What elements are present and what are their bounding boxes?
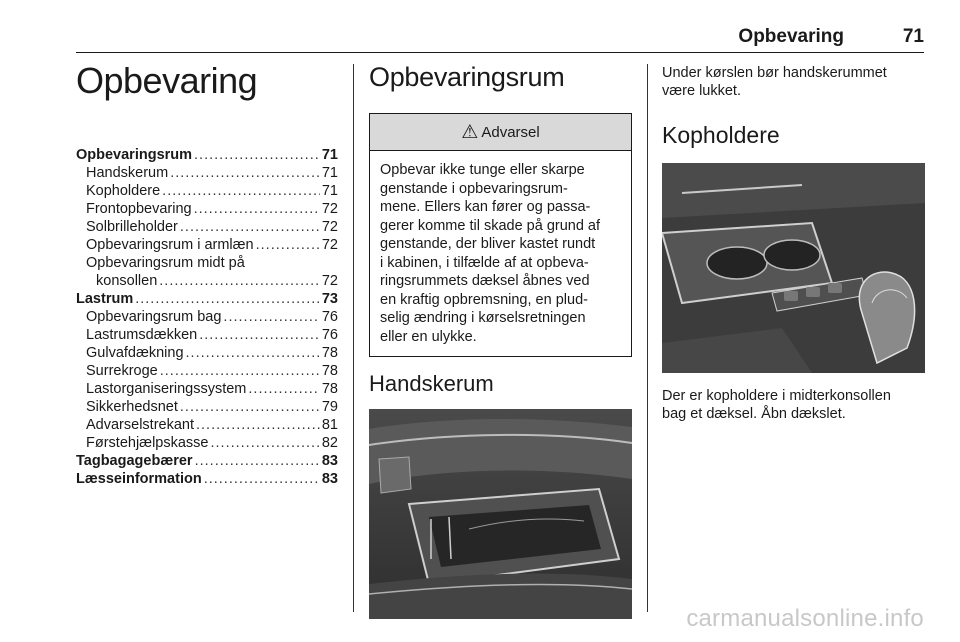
toc-entry-page: 83 <box>321 453 338 469</box>
toc-entry-page: 72 <box>321 237 338 253</box>
toc-entry-page: 71 <box>321 165 338 181</box>
toc-entry-page: 83 <box>321 471 338 487</box>
toc-entry[interactable] <box>76 326 338 344</box>
toc-entry-title: Gulvafdækning <box>86 345 184 361</box>
toc-entry-page: 78 <box>321 363 338 379</box>
page-header <box>76 26 924 53</box>
kopholdere-title: Kopholdere <box>662 122 780 148</box>
cupholder-note <box>662 387 925 423</box>
warning-line: Opbevar ikke tunge eller skarpe <box>380 162 585 178</box>
watermark: carmanualsonline.info <box>686 605 924 632</box>
toc-entry-title: Lastrum <box>76 291 134 307</box>
toc-entry[interactable] <box>76 290 338 308</box>
section-title: Opbevaringsrum <box>369 62 565 92</box>
toc-entry-page: 73 <box>321 291 338 307</box>
glovebox-note <box>662 64 925 100</box>
toc-entry[interactable] <box>76 164 338 182</box>
warning-heading: Advarsel <box>481 123 540 141</box>
toc-entry[interactable] <box>76 344 338 362</box>
right-column <box>662 64 925 423</box>
toc-entry-page: 72 <box>321 273 338 289</box>
toc-entry-page: 76 <box>321 327 338 343</box>
toc-entry[interactable] <box>76 416 338 434</box>
toc-entry[interactable] <box>76 182 338 200</box>
toc-entry-title: Sikkerhedsnet <box>86 399 178 415</box>
warning-line: en kraftig opbremsning, en plud- <box>380 291 588 308</box>
table-of-contents <box>76 146 338 488</box>
warning-line: gerer komme til skade på grund af <box>380 217 601 234</box>
warning-line: genstande, der bliver kastet rundt <box>380 236 596 252</box>
toc-entry[interactable] <box>76 146 338 164</box>
toc-entry-page: 71 <box>321 147 338 163</box>
toc-entry[interactable] <box>76 272 338 290</box>
toc-entry-page: 76 <box>321 309 338 325</box>
toc-entry-page: 79 <box>321 399 338 415</box>
warning-box <box>369 113 632 357</box>
toc-entry[interactable] <box>76 236 338 254</box>
toc-column <box>76 60 338 488</box>
text-line: bag et dæksel. Åbn dækslet. <box>662 406 846 422</box>
warning-line: eller en ulykke. <box>380 328 477 345</box>
toc-entry[interactable] <box>76 434 338 452</box>
toc-entry-title: Førstehjælpskasse <box>86 435 209 451</box>
toc-entry-title: Opbevaringsrum i armlæn <box>86 237 254 253</box>
toc-entry-page: 71 <box>321 183 338 199</box>
toc-entry-title: konsollen <box>96 273 158 289</box>
toc-entry-title: Handskerum <box>86 165 169 181</box>
warning-line: mene. Ellers kan fører og passa- <box>380 199 591 215</box>
toc-entry-title: Tagbagagebærer <box>76 453 193 469</box>
toc-entry[interactable] <box>76 452 338 470</box>
running-title: Opbevaring <box>738 26 844 47</box>
chapter-title: Opbevaring <box>76 60 258 101</box>
toc-entry[interactable] <box>76 362 338 380</box>
toc-entry[interactable] <box>76 470 338 488</box>
page-number: 71 <box>902 26 924 47</box>
warning-line: i kabinen, i tilfælde af at opbeva- <box>380 254 589 271</box>
toc-entry[interactable] <box>76 200 338 218</box>
glovebox-illustration <box>369 409 632 619</box>
toc-entry-title: Frontopbevaring <box>86 201 192 217</box>
text-line: Der er kopholdere i midterkonsollen <box>662 388 891 404</box>
handskerum-title: Handskerum <box>369 371 494 396</box>
toc-entry[interactable] <box>76 398 338 416</box>
toc-entry[interactable] <box>76 218 338 236</box>
text-line: være lukket. <box>662 83 741 99</box>
toc-entry-page: 78 <box>321 345 338 361</box>
cupholder-illustration <box>662 163 925 373</box>
toc-entry-line1[interactable]: Opbevaringsrum midt på <box>86 255 245 271</box>
text-line: Under kørslen bør handskerummet <box>662 65 887 81</box>
warning-line: ringsrummets dæksel åbnes ved <box>380 273 590 289</box>
toc-entry[interactable] <box>76 308 338 326</box>
toc-entry-title: Lastrumsdækken <box>86 327 198 343</box>
warning-text <box>370 151 631 356</box>
warning-header <box>370 114 631 151</box>
cupholder-drawing <box>662 163 925 373</box>
toc-entry-page: 72 <box>321 219 338 235</box>
toc-entry-page: 78 <box>321 381 338 397</box>
toc-entry-title: Opbevaringsrum bag <box>86 309 222 325</box>
column-divider <box>647 64 648 612</box>
toc-entry-page: 72 <box>321 201 338 217</box>
toc-entry[interactable] <box>76 380 338 398</box>
toc-entry-page: 81 <box>321 417 338 433</box>
column-divider <box>353 64 354 612</box>
toc-entry-title: Lastorganiseringssystem <box>86 381 247 397</box>
toc-entry-title: Advarselstrekant <box>86 417 194 433</box>
toc-entry-title: Kopholdere <box>86 183 161 199</box>
toc-entry-title: Læsseinformation <box>76 471 202 487</box>
toc-entry-title: Solbrilleholder <box>86 219 178 235</box>
toc-entry-page: 82 <box>321 435 338 451</box>
toc-entry-title: Opbevaringsrum <box>76 147 193 163</box>
warning-line: selig ændring i kørselsretningen <box>380 310 586 326</box>
warning-line: genstande i opbevaringsrum- <box>380 180 568 197</box>
middle-column <box>369 62 632 619</box>
glovebox-drawing <box>369 409 632 619</box>
warning-triangle-icon: ⚠ <box>461 121 479 143</box>
toc-entry-title: Surrekroge <box>86 363 158 379</box>
